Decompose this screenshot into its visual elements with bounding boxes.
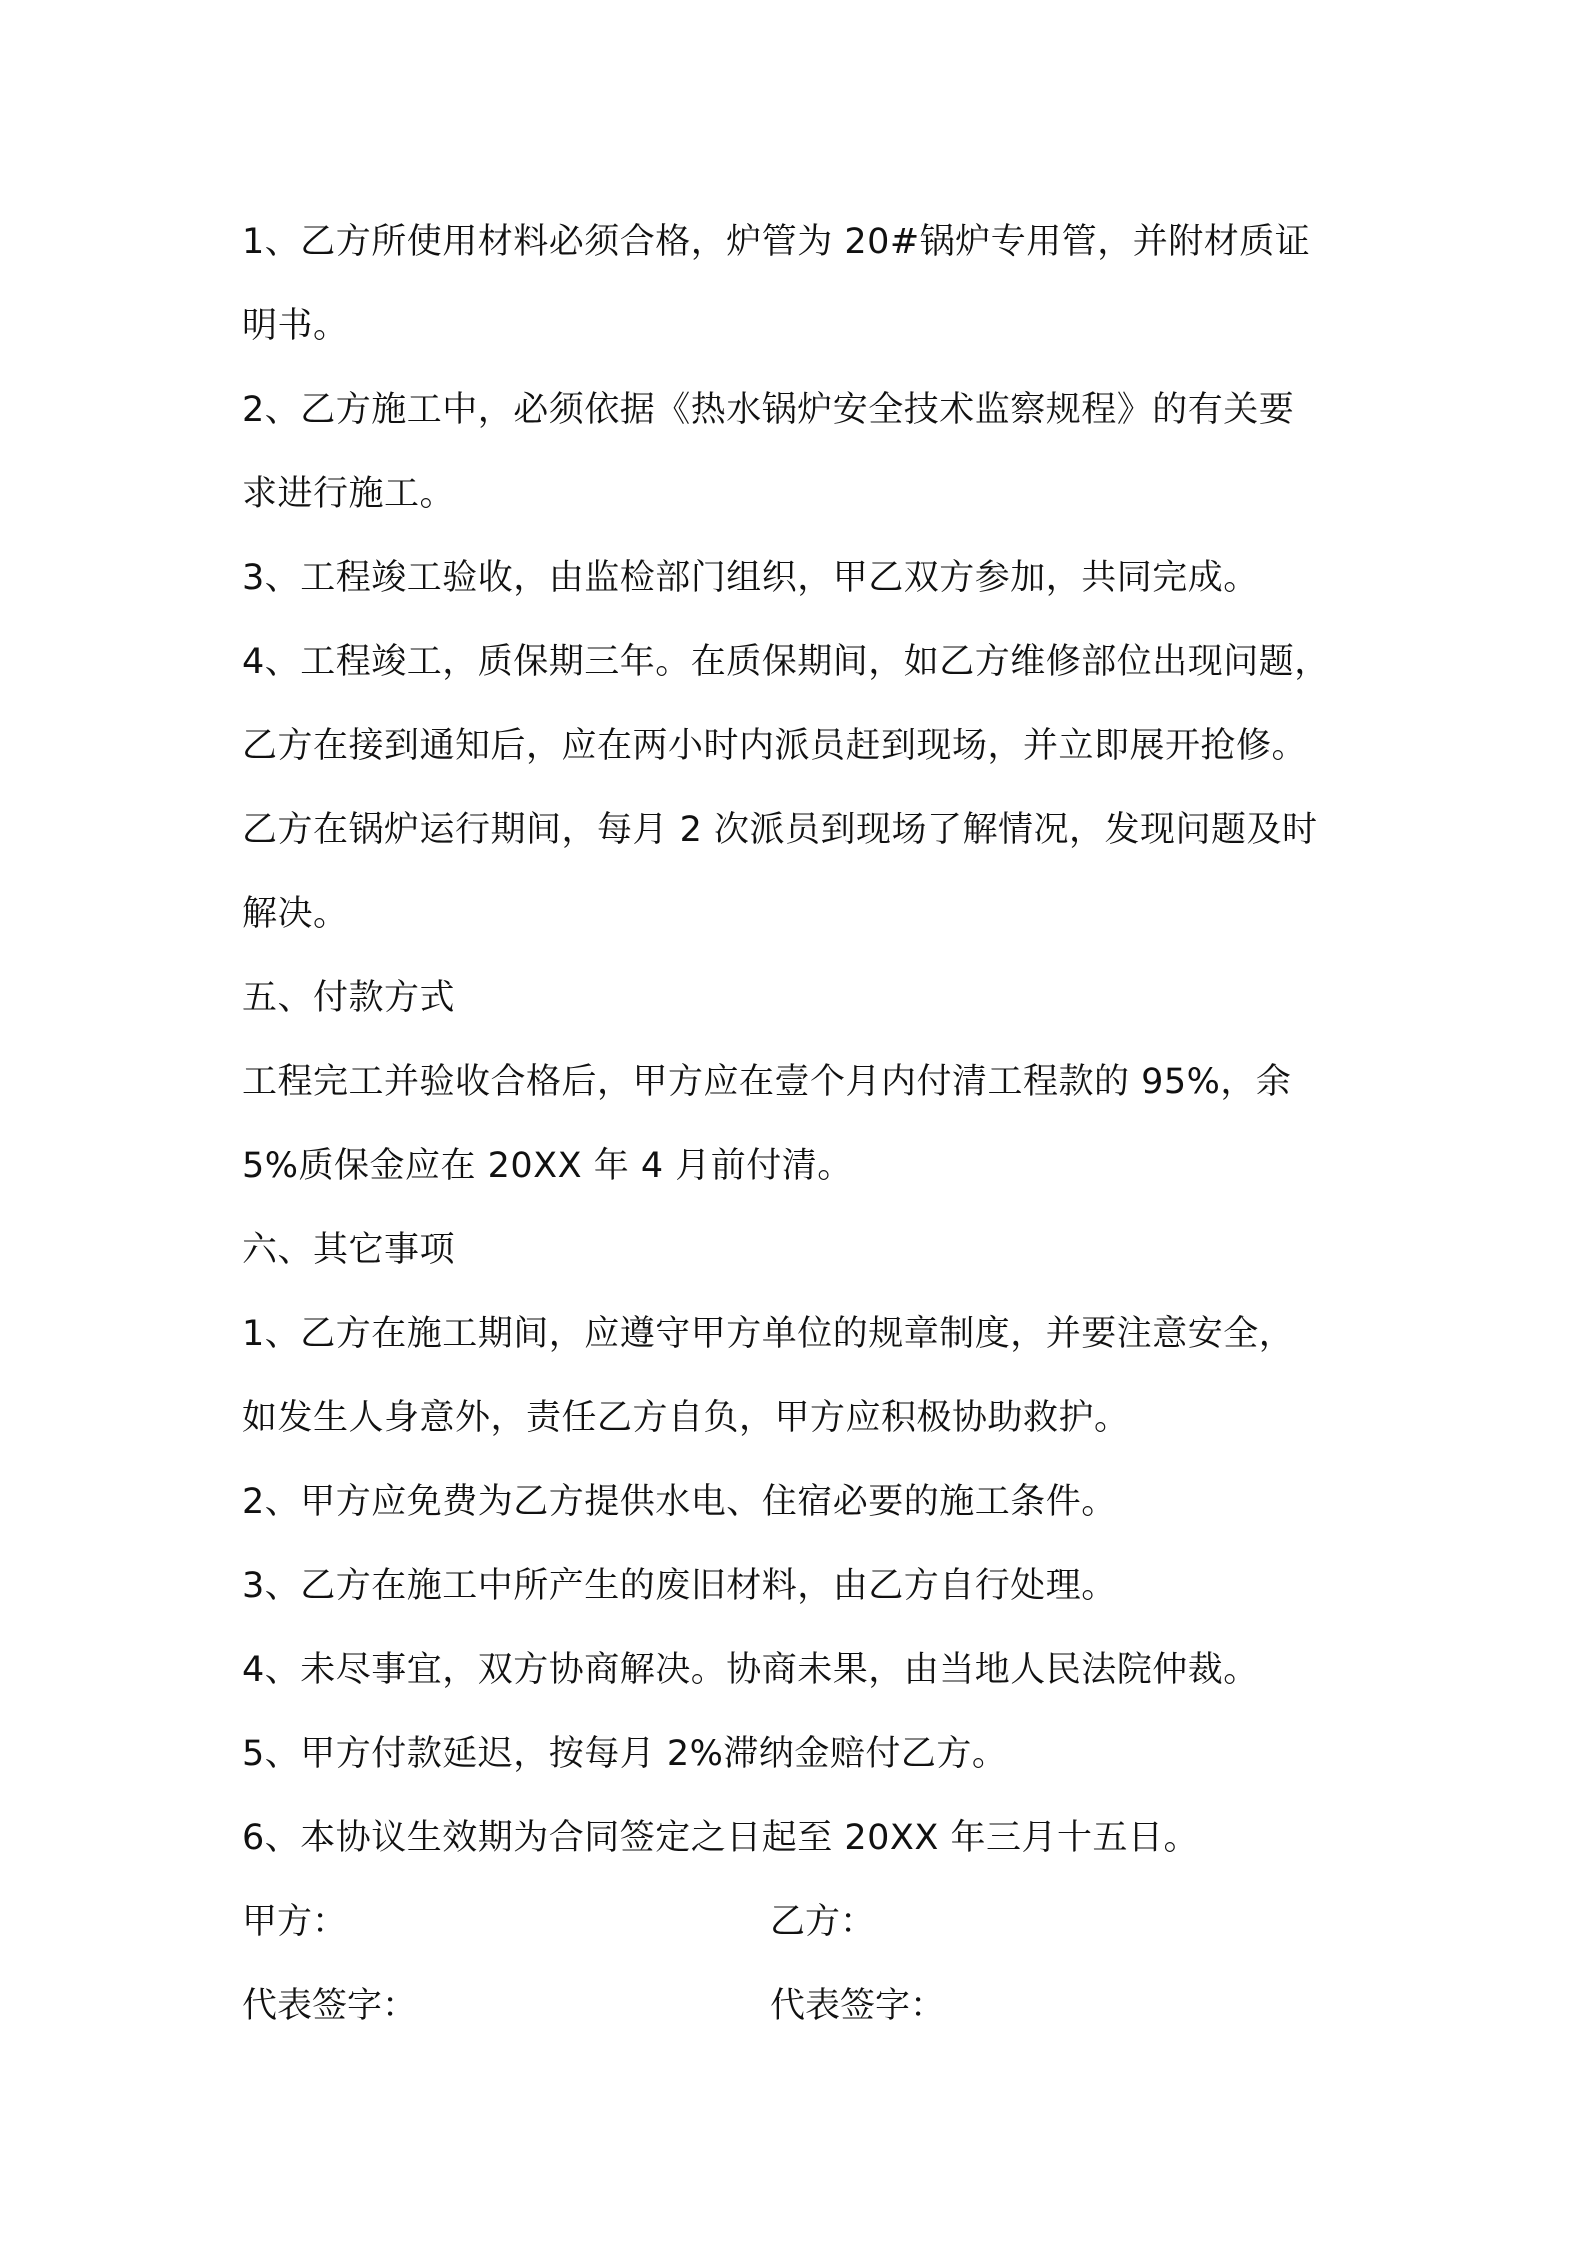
text-line-1: 1、乙方所使用材料必须合格，炉管为 20#锅炉专用管，并附材质证 <box>242 222 1311 262</box>
text-line-5: 3、工程竣工验收，由监检部门组织，甲乙双方参加，共同完成。 <box>242 558 1259 598</box>
signature-row-party <box>242 1880 1372 1964</box>
party-b-label: 乙方： <box>770 1902 876 1942</box>
text-line-11: 工程完工并验收合格后，甲方应在壹个月内付清工程款的 95%，余 <box>242 1062 1292 1102</box>
text-line-6: 4、工程竣工，质保期三年。在质保期间，如乙方维修部位出现问题， <box>242 642 1330 682</box>
rep-a-label: 代表签字： <box>242 1986 418 2026</box>
signature-row-representative <box>242 1964 1372 2048</box>
text-line-2: 明书。 <box>242 306 349 346</box>
text-line-12: 5%质保金应在 20XX 年 4 月前付清。 <box>242 1146 853 1186</box>
text-line-19: 5、甲方付款延迟，按每月 2%滞纳金赔付乙方。 <box>242 1734 1008 1774</box>
rep-b-label: 代表签字： <box>770 1986 946 2026</box>
text-line-14: 1、乙方在施工期间，应遵守甲方单位的规章制度，并要注意安全， <box>242 1314 1295 1354</box>
document-body <box>242 200 1372 2048</box>
text-line-15: 如发生人身意外，责任乙方自负，甲方应积极协助救护。 <box>242 1398 1130 1438</box>
section-heading-payment: 五、付款方式 <box>242 978 456 1018</box>
text-line-16: 2、甲方应免费为乙方提供水电、住宿必要的施工条件。 <box>242 1482 1117 1522</box>
party-a-label: 甲方： <box>242 1902 348 1942</box>
text-line-7: 乙方在接到通知后，应在两小时内派员赶到现场，并立即展开抢修。 <box>242 726 1308 766</box>
text-line-8: 乙方在锅炉运行期间，每月 2 次派员到现场了解情况，发现问题及时 <box>242 810 1318 850</box>
section-heading-other: 六、其它事项 <box>242 1230 456 1270</box>
text-line-17: 3、乙方在施工中所产生的废旧材料，由乙方自行处理。 <box>242 1566 1117 1606</box>
text-line-9: 解决。 <box>242 894 349 934</box>
text-line-4: 求进行施工。 <box>242 474 456 514</box>
text-line-20: 6、本协议生效期为合同签定之日起至 20XX 年三月十五日。 <box>242 1818 1200 1858</box>
text-line-18: 4、未尽事宜，双方协商解决。协商未果，由当地人民法院仲裁。 <box>242 1650 1259 1690</box>
text-line-3: 2、乙方施工中，必须依据《热水锅炉安全技术监察规程》的有关要 <box>242 390 1295 430</box>
